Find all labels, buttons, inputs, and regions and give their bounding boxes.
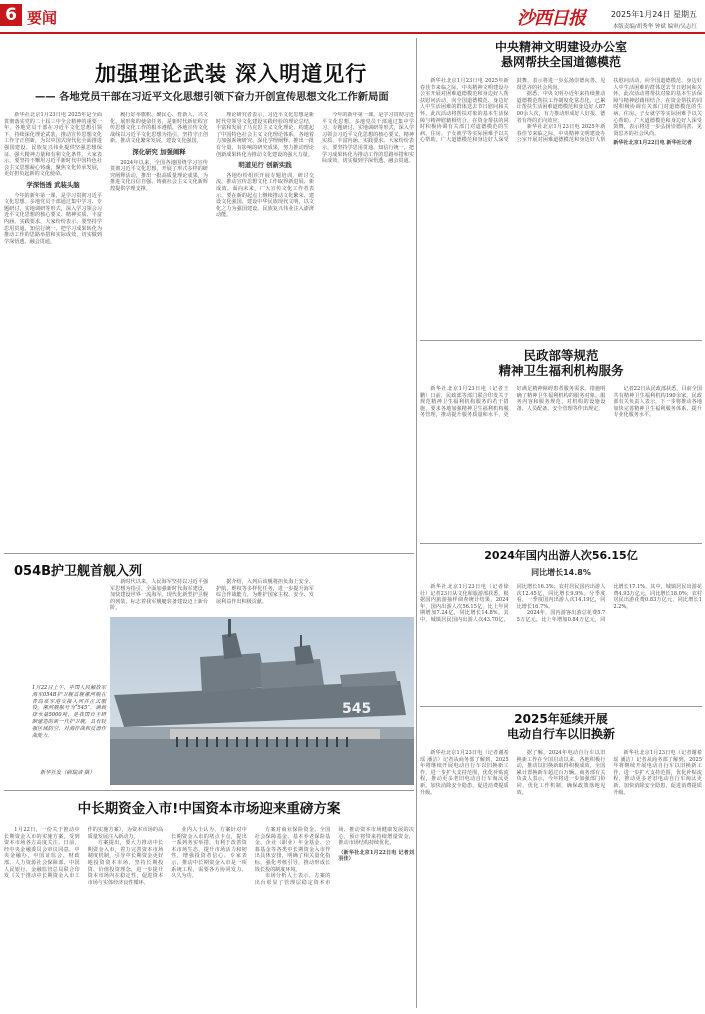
- lead-column-2: [110, 112, 208, 552]
- lead-headline: 加强理论武装 深入明道见行: [95, 62, 368, 86]
- header-rule: [0, 32, 705, 34]
- photo-col2-para: 新时代以来，人民海军坚持以习近平强军思想为指引，全面加强新时代海军建设，加快建设世界一流海军。现代化新型护卫舰的列装，标志着我军舰艇装备建设迈上新台阶。: [110, 579, 208, 612]
- ebike-body-1: 新华社北京1月23日电（记者谢希瑶 潘洁）记者从商务部了解到，2025年将继续开展电动自行车以旧换新工作，进一步扩大支持范围，优化补贴流程，推动更多老旧电动自行车淘汰更新，加快消除安全隐患，促进消费提质升级。: [420, 750, 509, 796]
- capital-credit: （新华社北京1月22日电 记者刘羽佳）: [338, 849, 414, 863]
- right-divider-2: [420, 543, 702, 544]
- lead-subhead-3: 明道见行 创新实践: [238, 161, 292, 170]
- photo-divider: [4, 553, 414, 554]
- lead-subhead-2: 深化研究 加强阐释: [132, 147, 186, 156]
- civilization-body-2: 据悉，中央文明办近年来持续推动道德模范帮扶工作制度化常态化，已累计帮扶生活困难道德模范和身边好人8700余人次，有力推动形成好人好报、德者有得的正向效应。: [516, 91, 606, 124]
- page-number: 6: [5, 5, 17, 25]
- lead-col1b-text: 今年的新年第一课，是学习贯彻习近平文化思想。多地党员干部通过集中学习、专题研讨、实地调研等形式，深入学习领会习近平文化思想的核心要义、精神实质、丰富内涵、实践要求。大家纷纷表示，要坚持学思用贯通、知信行统一，把学习成果转化为推动工作的思路举措和实际成效，切实做到学深悟透、融会贯通。: [4, 192, 102, 245]
- page-number-badge: [0, 4, 22, 26]
- lead-subheadline: —— 各地党员干部在习近平文化思想引领下奋力开创宣传思想文化工作新局面: [35, 91, 389, 103]
- capital-body-2: 方案提出，要大力推动中长期资金入市，着力完善资本市场制度机制，引导中长期资金更好地投资资本市场，坚持长期投资、价值投资理念，进一步提升资本市场内在稳定性，促进资本市场与实体经济良性循环。: [87, 840, 164, 886]
- ebike-article: [420, 708, 702, 1008]
- civilization-headline: 中央精神文明建设办公室 悬网帮扶全国道德模范: [494, 40, 627, 69]
- lead-subhead-1: 学深悟透 武装头脑: [26, 180, 80, 189]
- lead-col2-text: 履行好举旗帜、聚民心、育新人、兴文化、展形象的使命任务，是新时代新征程宣传思想文化工作的根本遵循。各地宣传文化战线以习近平文化思想为指引，坚持守正创新，推动文化繁荣发展，建设文化强国。: [110, 112, 208, 145]
- lead-column-3: [216, 112, 314, 552]
- masthead-logo: 沙西日报: [517, 8, 585, 29]
- capital-body-4: 方案对商业保险资金、全国社会保障基金、基本养老保险基金、企业（职业）年金基金、公募基金等各类中长期资金入市作出具体安排，明确了相关量化指标，强化考核引导，推动形成长钱长投的制度环境。: [254, 827, 331, 873]
- capital-body-3: 业内人士认为，方案针对中长期资金入市的堵点卡点，提出一系列务实举措，有利于改善资本市场生态，提升市场活力和韧性，增强投资者信心。专家表示，推动中长期资金入市是一项系统工程，需要各方协同发力、久久为功。: [171, 827, 247, 880]
- lead-col3b-text: 各地纷纷组织开展专题培训、研讨交流，推动宣传思想文化工作取得新进展、新成效。面向未来，广大宣传文化工作者表示，要在新的起点上继续推动文化繁荣、建设文化强国、建设中华民族现代文明，以文化之力为强国建设、民族复兴伟业注入澎湃动能。: [216, 172, 314, 219]
- civilization-credit: 新华社北京1月22日电 新华社记者: [613, 140, 692, 147]
- civilization-body: [420, 78, 702, 328]
- civilization-body-1: 新华社北京1月23日电 2025年新春佳节来临之际，中央精神文明建设办公室开展对困难道德模范和身边好人帮扶慰问活动，向全国道德模范、身边好人中生活困难的群体送去节日慰问和关怀。此次活动将帮扶对象的基本生活保障与精神慰藉相结合，在资金帮扶的同时积极协调有关部门对道德模范的生病、住房、子女就学等实际困难予以关心帮助。广大道德模范和身边好人深受鼓舞，表示将进一步弘扬崇德向善、见贤思齐的社会风尚。: [420, 78, 606, 144]
- tourism-body-2: 2024年，国内游客出游总花费5.75万亿元，比上年增加0.84万亿元，同比增长17.1%。其中，城镇居民出游花费4.93万亿元，同比增长18.0%；农村居民出游花费0.83万亿元，同比增长12.2%。: [516, 584, 702, 623]
- issue-date: 2025年1月24日 星期五: [610, 10, 697, 19]
- photo-col3-text: [216, 579, 314, 619]
- tourism-headline: 2024年国内出游人次56.15亿: [484, 549, 638, 562]
- lead-col3-text: 理论研究者表示，习近平文化思想是新时代党领导文化建设实践经验的理论总结，丰富和发展了马克思主义文化理论，构建起了中国特色社会主义文化理论体系。各地着力加强系统研究、深化学理阐释，推出一批有分量、有影响的研究成果，努力推动理论创新成果转化为推动文化建设的强大力量。: [216, 112, 314, 158]
- photo-block: [4, 555, 414, 787]
- capital-market-body: [4, 827, 414, 997]
- ebike-body: [420, 750, 702, 1005]
- lead-column-1: [4, 112, 102, 552]
- tourism-subheadline: 同比增长14.8%: [531, 568, 591, 577]
- editor-line: 本版责编/胡秀华 钟斌 编审/吴志红: [612, 24, 697, 30]
- lead-column-4: [322, 112, 414, 552]
- civil-affairs-headline: 民政部等规范 精神卫生福利机构服务: [498, 348, 624, 378]
- capital-body-5: 市场分析人士表示，方案的出台彰显了管理层稳定资本市场、推动资本市场健康发展的决心，预计将带来持续增量资金，推动市场结构持续优化。: [254, 827, 414, 886]
- civil-affairs-body-1: 新华社北京1月23日电（记者王鹏）日前，民政部等部门联合印发关于规范精神卫生福利机构服务的若干措施，要求各地加强精神卫生福利机构服务管理，推动提升服务质量和水平，更好满足精神障碍患者服务需求。措施明确了精神卫生福利机构的服务对象、服务内容和服务规范，对机构的设施设备、人员配备、安全管理等作出规定。: [420, 386, 606, 419]
- photo-col2-text: [110, 579, 208, 619]
- tourism-stats-article: [420, 545, 702, 705]
- civil-affairs-body: [420, 386, 702, 541]
- tourism-body: [420, 584, 702, 702]
- civil-affairs-body-2: 记者22日从民政部获悉，目前全国共有精神卫生福利机构190余家。民政部有关负责人表示，下一步将推动各地加快完善精神卫生福利服务体系，提升专业化服务水平。: [613, 386, 702, 419]
- hull-number: 545: [342, 701, 372, 717]
- ebike-headline: 2025年延续开展 电动自行车以旧换新: [506, 712, 615, 741]
- capital-market-headline: 中长期资金入市!中国资本市场迎来重磅方案: [77, 801, 341, 817]
- lead-col1-text: 新华社北京1月23日电 2025年是全面贯彻落实党的二十届三中全会精神的重要一年。各地党员干部在习近平文化思想引领下，持续深化理论武装，推动宣传思想文化工作守正创新，为以中国式现代化全面推进强国建设、民族复兴伟业提供坚强思想保证、强大精神力量和有利文化条件。大家表示，要坚持不懈用习近平新时代中国特色社会主义思想凝心铸魂，聚焦文化传承发展，更好担负起新的文化使命。: [4, 112, 102, 178]
- lead-col2b-text: 2024年以来，全国各地围绕学习宣传贯彻习近平文化思想，开展了形式多样的研究阐释活动，推出一批高质量理论成果，为推进文化自信自强、铸就社会主义文化新辉煌提供学理支撑。: [110, 159, 208, 192]
- bottom-divider: [4, 790, 414, 791]
- capital-body-1: 1月22日，一份关于推动中长期资金入市的实施方案，受到资本市场各方高度关注。日前，经中央金融委员会审议同意，中央金融办、中国证监会、财政部、人力资源社会保障部、中国人民银行、金融监管总局联合印发《关于推动中长期资金入市工作的实施方案》，为资本市场的高质量发展注入新动力。: [4, 827, 164, 880]
- tourism-body-1: 新华社北京1月23日电（记者徐壮）记者23日从文化和旅游部获悉，根据国内旅游抽样调查统计结果，2024年，国内出游人次56.15亿，比上年同期增加7.24亿，同比增长14.8%。其中，城镇居民国内出游人次43.70亿，同比增长16.3%；农村居民国内出游人次12.45亿，同比增长9.9%。分季度看，一季度国内出游人次14.19亿，同比增长16.7%。: [420, 584, 606, 623]
- photo-title: 054B护卫舰首舰入列: [14, 564, 143, 579]
- section-name: 要闻: [27, 9, 58, 27]
- capital-market-article: [4, 792, 414, 1010]
- civilization-office-article: [420, 38, 702, 340]
- photo-caption: 1月22日上午，中国人民解放军海军054B护卫舰首舰漯河舰在青岛某军港交接入列并正式服役。漯河舰舷号为“545”，满载排水量5000吨，是我国自主研制建造的新一代护卫舰，具有较强区域防空、对海作战和反潜作战能力。: [32, 685, 106, 739]
- ebike-body-2: 据了解，2024年电动自行车以旧换新工作在全国启动以来，各地积极行动，推动以旧换新取得积极成效，全国累计置换新车超过百万辆。商务部有关负责人表示，今年将进一步加强部门协同，优化工作机制，确保政策落地见效。: [516, 750, 606, 796]
- vertical-divider: [416, 38, 417, 1008]
- photo-credit: 新华社发（薛瑞清 摄）: [40, 770, 95, 776]
- right-divider-3: [420, 706, 702, 707]
- lead-col4-text: 今年的新年第一课，是学习贯彻习近平文化思想。多地党员干部通过集中学习、专题研讨、实地调研等形式，深入学习领会习近平文化思想的核心要义、精神实质、丰富内涵、实践要求。大家纷纷表示，要坚持学思用贯通、知信行统一，把学习成果转化为推动工作的思路举措和实际成效，切实做到学深悟透、融会贯通。: [322, 112, 414, 165]
- ebike-body-3: 新华社北京1月23日电（记者谢希瑶 潘洁）记者从商务部了解到，2025年将继续开展电动自行车以旧换新工作，进一步扩大支持范围，优化补贴流程，推动更多老旧电动自行车淘汰更新，加快消除安全隐患，促进消费提质升级。: [613, 750, 702, 796]
- right-divider-1: [420, 340, 702, 341]
- civil-affairs-article: [420, 342, 702, 542]
- photo-col3-para: 据介绍，入列后该舰将担负海上安全、护航、维权等多样化任务，进一步提升海军综合作战能力，为维护国家主权、安全、发展利益作出积极贡献。: [216, 579, 314, 605]
- page-header: [0, 0, 705, 34]
- photo-caption-box: [32, 685, 106, 755]
- warship-photo: [110, 617, 414, 785]
- civilization-body-3: 新华社北京1月23日电 2025年新春佳节来临之际，中央精神文明建设办公室开展对困难道德模范和身边好人帮扶慰问活动，向全国道德模范、身边好人中生活困难的群体送去节日慰问和关怀。此次活动将帮扶对象的基本生活保障与精神慰藉相结合，在资金帮扶的同时积极协调有关部门对道德模范的生病、住房、子女就学等实际困难予以关心帮助。广大道德模范和身边好人深受鼓舞，表示将进一步弘扬崇德向善、见贤思齐的社会风尚。: [516, 78, 702, 144]
